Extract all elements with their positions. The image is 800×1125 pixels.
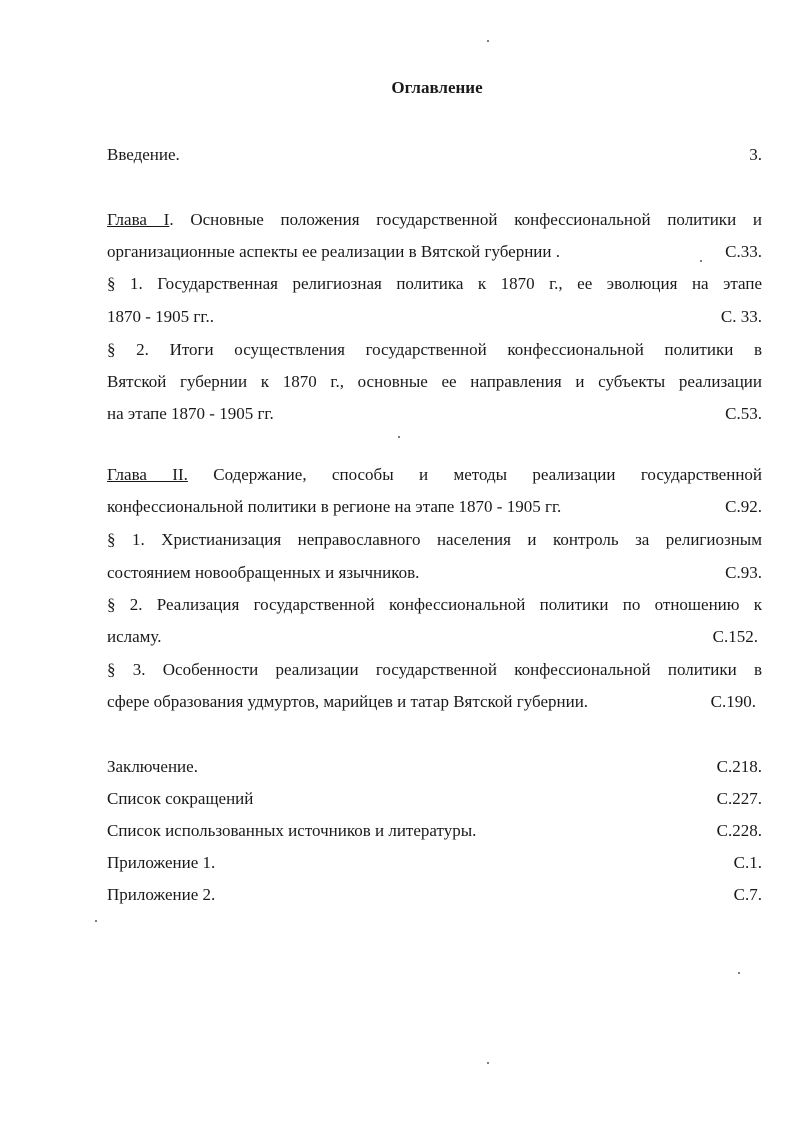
toc-entry-intro: [107, 145, 762, 165]
chapter2-section2: § 2. Реализация государственной конфессиональной политики по отношению к: [107, 595, 762, 614]
toc-entry-appendix2: [107, 885, 762, 905]
chapter1-section2: § 2. Итоги осуществления государственной конфессиональной политики в: [107, 340, 762, 359]
chapter1-title: . Основные положения государственной конфессиональной политики и: [169, 210, 762, 229]
chapter1-label: Глава I: [107, 210, 170, 229]
toc-entry-label: исламу.: [107, 627, 162, 646]
toc-entry-label: состоянием новообращенных и язычников.: [107, 563, 420, 582]
chapter2-label: Глава II.: [107, 465, 188, 484]
toc-entry-sources: [107, 821, 762, 841]
toc-entry-label: сфере образования удмуртов, марийцев и татар Вятской губернии.: [107, 692, 589, 711]
toc-entry-page: С. 33.: [720, 307, 762, 326]
toc-entry-page: С.53.: [725, 404, 762, 423]
toc-entry-label: Введение.: [107, 145, 180, 164]
scan-speck: [95, 920, 97, 922]
page-title: Оглавление: [391, 78, 483, 97]
scan-speck: [487, 40, 489, 42]
chapter1-title-line2: организационные аспекты ее реализации в Вятской губернии .: [107, 242, 560, 261]
toc-entry-label: Список использованных источников и литературы.: [107, 821, 477, 840]
toc-entry-label: Приложение 2.: [107, 885, 216, 904]
chapter1-page: С.33.: [725, 242, 762, 261]
chapter1-section1-line2: [107, 307, 762, 327]
toc-entry-label: Заключение.: [107, 757, 198, 776]
chapter1-section2-line2: Вятской губернии к 1870 г., основные ее направления и субъекты реализации: [107, 372, 762, 391]
chapter2-heading-line2: [107, 497, 762, 517]
scan-speck: [700, 260, 702, 262]
chapter1-section1: § 1. Государственная религиозная политика к 1870 г., ее эволюция на этапе: [107, 274, 762, 293]
scan-speck: [398, 436, 400, 438]
chapter1-heading-line2: [107, 242, 762, 262]
chapter2-section3: § 3. Особенности реализации государственной конфессиональной политики в: [107, 660, 762, 679]
toc-entry-page: С.190.: [710, 692, 756, 711]
chapter2-section3-line2: [107, 692, 762, 712]
chapter2-section1: § 1. Христианизация неправославного населения и контроль за религиозным: [107, 530, 762, 549]
toc-entry-page: С.7.: [733, 885, 762, 904]
scan-speck: [738, 972, 740, 974]
chapter2-section1-line2: [107, 563, 762, 583]
toc-entry-conclusion: [107, 757, 762, 777]
chapter2-title: Содержание, способы и методы реализации государственной: [187, 465, 763, 484]
toc-entry-page: С.228.: [716, 821, 762, 840]
toc-entry-page: С.227.: [716, 789, 762, 808]
toc-entry-page: С.1.: [733, 853, 762, 872]
toc-entry-page: С.93.: [725, 563, 762, 582]
chapter2-heading: [107, 465, 762, 485]
toc-entry-page: С.152.: [712, 627, 758, 646]
toc-entry-label: Список сокращений: [107, 789, 254, 808]
chapter2-title-line2: конфессиональной политики в регионе на этапе 1870 - 1905 гг.: [107, 497, 562, 516]
chapter2-page: С.92.: [725, 497, 762, 516]
toc-entry-appendix1: [107, 853, 762, 873]
chapter1-section2-line3: [107, 404, 762, 424]
toc-entry-label: Приложение 1.: [107, 853, 216, 872]
toc-entry-label: на этапе 1870 - 1905 гг.: [107, 404, 274, 423]
chapter1-heading: [107, 210, 762, 230]
scan-speck: [487, 1062, 489, 1064]
toc-entry-label: 1870 - 1905 гг..: [107, 307, 214, 326]
toc-entry-abbreviations: [107, 789, 762, 809]
toc-entry-page: С.218.: [716, 757, 762, 776]
toc-entry-page: 3.: [749, 145, 762, 164]
chapter2-section2-line2: [107, 627, 762, 647]
